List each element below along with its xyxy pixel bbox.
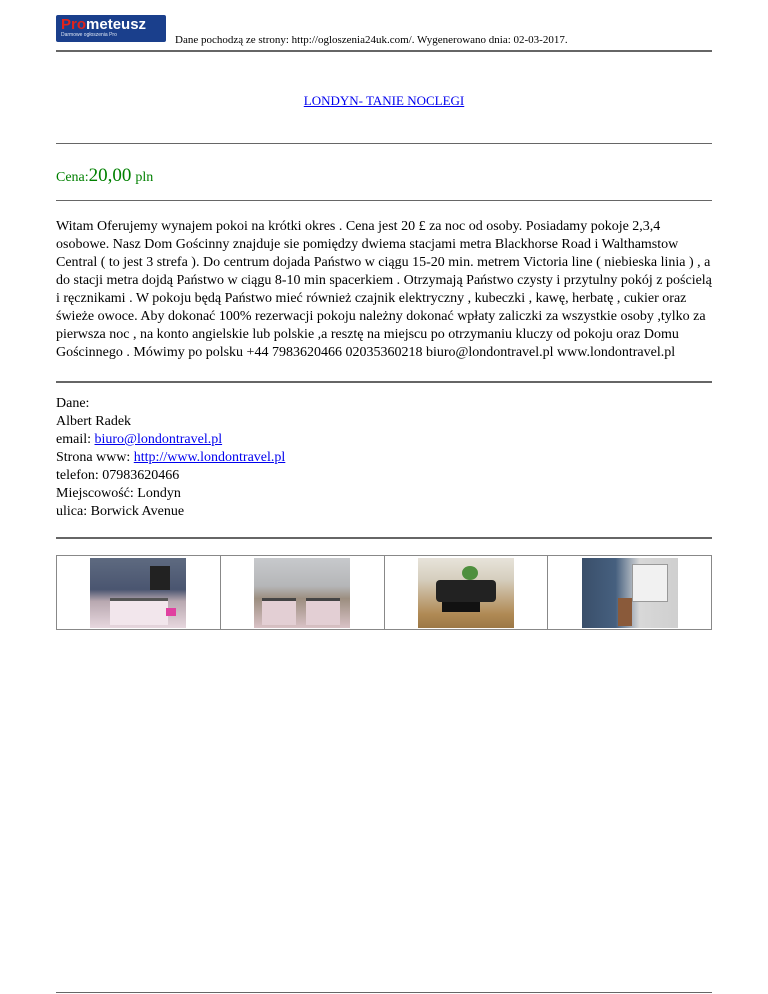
price-currency: pln (135, 170, 154, 185)
photo-gallery (56, 555, 712, 630)
bedroom-twin-beds-photo[interactable] (254, 558, 350, 628)
contact-name: Albert Radek (56, 414, 132, 429)
photo-cell[interactable] (57, 556, 221, 629)
contact-phone: 07983620466 (102, 468, 180, 483)
header-divider (56, 50, 712, 52)
photo-cell[interactable] (221, 556, 385, 629)
contact-heading: Dane: (56, 396, 90, 411)
divider-contact (56, 537, 712, 539)
source-note: Dane pochodzą ze strony: http://ogloszenia24uk.com/. Wygenerowano dnia: 02-03-2017. (175, 34, 568, 46)
contact-street-row: ulica: Borwick Avenue (56, 504, 185, 519)
logo-wordmark: Prometeusz (61, 16, 147, 33)
contact-block (56, 395, 285, 521)
prometeusz-logo (56, 15, 166, 42)
living-room-sofa-photo[interactable] (418, 558, 514, 628)
contact-city: Londyn (137, 486, 181, 501)
contact-www-row: Strona www: http://www.londontravel.pl (56, 450, 286, 465)
email-link[interactable]: biuro@londontravel.pl (94, 432, 223, 447)
price-value: 20,00 (88, 165, 132, 186)
contact-city-row: Miejscowość: Londyn (56, 486, 181, 501)
divider-description (56, 381, 712, 383)
contact-phone-row: telefon: 07983620466 (56, 468, 180, 483)
listing-description: Witam Oferujemy wynajem pokoi na krótki okres . Cena jest 20 £ za noc od osoby. Posiadamy pokoje 2,3,4 osobowe. Nasz Dom Gościnny znajduje sie pomiędzy dwiema stacjami metra Blackhorse Road i Walthamstow Central ( to jest 3 strefa ). Do centrum dojada Państwo w ciągu 15-20 min. metrem Victoria line ( niebieska linia ) , a do stacji metra dojdą Państwo w ciągu 8-10 min spacerkiem . Otrzymają Państwo czysty i przytulny pokój z pościelą i ręcznikami . W pokoju będą Państwo mieć również czajnik elektryczny , kubeczki , kawę, herbatę , cukier oraz świeże owoce. Aby dokonać 100% rezerwacji pokoju należny dokonać wpłaty zaliczki za wszystkie osoby ,tylko za pierwsza noc , na konto angielskie lub polskie ,a resztę na miejscu po otrzymaniu kluczy od pokoju oraz Domu Gościnnego . Mówimy po polsku +44 7983620466 02035360218 biuro@londontravel.pl www.londontravel.pl (56, 219, 712, 360)
divider-title (56, 143, 712, 144)
divider-price (56, 200, 712, 201)
bedroom-double-bed-photo[interactable] (90, 558, 186, 628)
contact-street: Borwick Avenue (90, 504, 185, 519)
price (56, 165, 153, 187)
contact-email-row: email: biuro@londontravel.pl (56, 432, 223, 447)
photo-cell[interactable] (385, 556, 549, 629)
price-label: Cena: (56, 170, 89, 185)
photo-cell[interactable] (548, 556, 711, 629)
footer-divider (56, 992, 712, 993)
website-link[interactable]: http://www.londontravel.pl (133, 450, 286, 465)
listing-title-link[interactable]: LONDYN- TANIE NOCLEGI (303, 93, 465, 108)
bathroom-window-photo[interactable] (582, 558, 678, 628)
logo-tagline: Darmowe ogłoszenia Pro (61, 32, 117, 38)
